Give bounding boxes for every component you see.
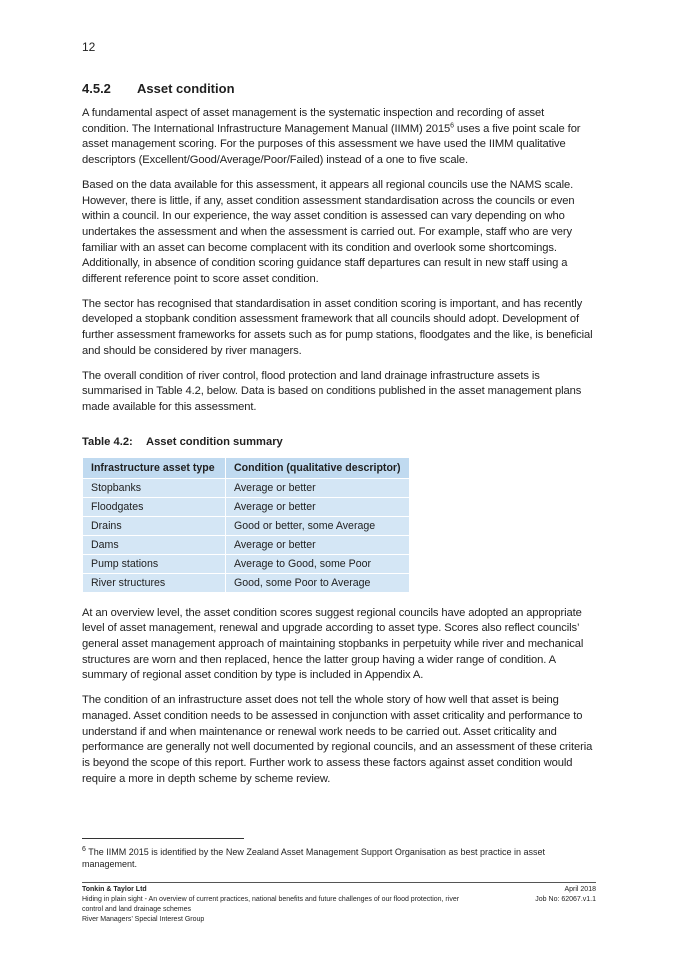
footnote-mark: 6	[82, 846, 86, 853]
footnote-reference: 6	[450, 121, 454, 129]
table-cell: Pump stations	[83, 554, 226, 573]
footer-company: Tonkin & Taylor Ltd	[82, 886, 147, 893]
table-cell: Stopbanks	[83, 478, 226, 497]
footnote	[82, 846, 594, 870]
table-cell: Average or better	[226, 535, 410, 554]
footer-date: April 2018	[564, 886, 596, 893]
table-cell: Good, some Poor to Average	[226, 573, 410, 592]
table-row	[83, 535, 410, 554]
table-row	[83, 573, 410, 592]
footer-divider	[82, 882, 596, 883]
footnote-divider	[82, 838, 244, 839]
asset-condition-table	[82, 457, 410, 593]
body-paragraph: The condition of an infrastructure asset does not tell the whole story of how well that asset is being managed. Asset condition needs to be assessed in conjunction with asset criticality and performance to understand if and when maintenance or renewal work needs to be carried out. Asset criticality and performance are generally not well documented by regional councils, and an assessment of these criteria is beyond the scope of this report. Further work to assess these factors against asset condition would require a more in depth scheme by scheme review.	[82, 694, 593, 785]
footnote-text: The IIMM 2015 is identified by the New Zealand Asset Management Support Organisation as best practice in asset management.	[82, 847, 545, 869]
table-caption-title: Asset condition summary	[146, 435, 283, 448]
body-paragraph: The overall condition of river control, flood protection and land drainage infrastructure assets is summarised in Table 4.2, below. Data is based on conditions published in the asset management plans made available for this assessment.	[82, 369, 582, 413]
paragraph-text: A fundamental aspect of asset management is the systematic inspection and recording of asset condition. The International Infrastructure Management Manual (IIMM) 2015	[82, 107, 545, 135]
body-paragraph	[82, 106, 594, 169]
table-cell: Average to Good, some Poor	[226, 554, 410, 573]
column-header: Infrastructure asset type	[83, 457, 226, 478]
table-cell: Average or better	[226, 478, 410, 497]
section-title: Asset condition	[137, 81, 235, 96]
table-cell: Dams	[83, 535, 226, 554]
footer-left	[82, 885, 462, 925]
table-row	[83, 497, 410, 516]
section-number: 4.5.2	[82, 81, 111, 96]
table-row	[83, 554, 410, 573]
table-cell: Average or better	[226, 497, 410, 516]
table-header-row	[83, 457, 410, 478]
body-paragraph: At an overview level, the asset condition scores suggest regional councils have adopted an appropriate level of asset management, renewal and upgrade according to asset type. Scores also reflect councils’ general asset management approach of maintaining stopbanks in perpetuity while river and mechanical structures are worn and then replaced, hence the latter group having a wider range of condition. A summary of regional asset condition by type is included in Appendix A.	[82, 606, 584, 682]
main-content	[82, 81, 594, 796]
table-caption	[82, 436, 594, 448]
table-cell: Drains	[83, 516, 226, 535]
footer-job-number: Job No: 62067.v1.1	[535, 896, 596, 903]
body-paragraph: Based on the data available for this assessment, it appears all regional councils use the NAMS scale. However, there is little, if any, asset condition assessment standardisation across the councils or even within a council. In our experience, the way asset condition is assessed can vary depending on who undertakes the assessment and when the assessment is carried out. For example, staff who are very familiar with an asset can become complacent with its condition and overlook some shortcomings. Additionally, in absence of condition scoring guidance staff departures can result in new staff using a different reference point to score asset condition.	[82, 178, 575, 286]
footer-right	[535, 885, 596, 905]
table-row	[83, 516, 410, 535]
page-number: 12	[82, 40, 96, 54]
body-paragraph: The sector has recognised that standardisation in asset condition scoring is important, and has recently developed a stopbank condition assessment framework that all councils should adopt. Development of further assessment frameworks for assets such as for pump stations, floodgates and the like, is beneficial and should be considered by river managers.	[82, 297, 593, 357]
paragraph-text: uses a five point scale for asset management scoring. For the purposes of this assessment we have used the IIMM qualitative descriptors (Excellent/Good/Average/Poor/Failed) instead of a one to five scale.	[82, 122, 581, 167]
table-cell: Floodgates	[83, 497, 226, 516]
table-cell: Good or better, some Average	[226, 516, 410, 535]
footer-report-title: Hiding in plain sight - An overview of current practices, national benefits and future challenges of our flood protection, river control and land drainage schemes	[82, 896, 460, 913]
section-heading	[82, 81, 594, 96]
table-caption-label: Table 4.2:	[82, 435, 133, 448]
column-header: Condition (qualitative descriptor)	[226, 457, 410, 478]
table-row	[83, 478, 410, 497]
table-cell: River structures	[83, 573, 226, 592]
footer-client: River Managers’ Special Interest Group	[82, 916, 205, 923]
